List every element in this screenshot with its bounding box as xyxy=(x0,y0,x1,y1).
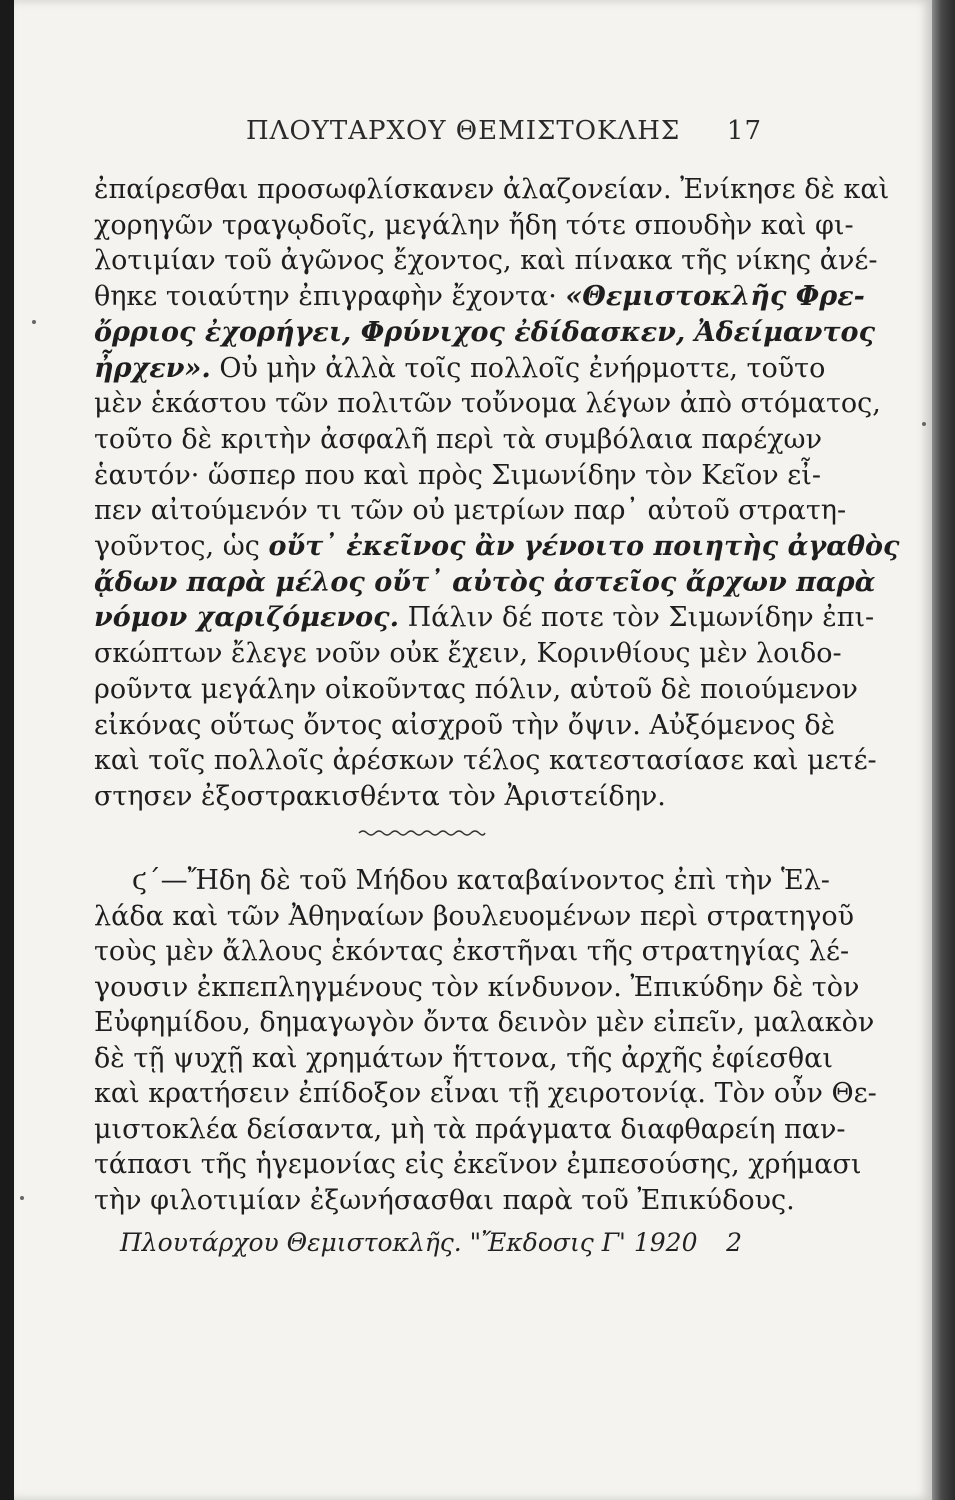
text-line: εἰκόνας οὕτως ὄντος αἰσχροῦ τὴν ὄψιν. Αὐξόμενος δὲ xyxy=(94,709,836,741)
text-line: ἐπαίρεσθαι προσωφλίσκανεν ἀλαζονείαν. Ἐνίκησε δὲ καὶ xyxy=(94,174,890,205)
text-line: λάδα καὶ τῶν Ἀθηναίων βουλευομένων περὶ στρατηγοῦ xyxy=(94,900,854,932)
epigram-text: ἦρχεν». xyxy=(94,352,211,384)
text-line: ἑαυτόν· ὥσπερ που καὶ πρὸς Σιμωνίδην τὸν Κεῖον εἶ- xyxy=(94,459,821,491)
text-segment: Οὐ μὴν ἀλλὰ τοῖς πολλοῖς ἐνήρμοττε, τοῦτο xyxy=(219,352,826,384)
text-line: μὲν ἑκάστου τῶν πολιτῶν τοὔνομα λέγων ἀπὸ στόματος, xyxy=(94,388,881,420)
text-line xyxy=(94,600,875,636)
quote-text: οὔτ᾿ ἐκεῖνος ἂν γένοιτο ποιητὴς ἀγαθὸς xyxy=(268,531,900,563)
signature-mark: 2 xyxy=(726,1228,742,1257)
text-line: τοῦτο δὲ κριτὴν ἀσφαλῆ περὶ τὰ συμβόλαια παρέχων xyxy=(94,423,822,455)
section-paragraph xyxy=(94,863,877,1218)
text-line: πεν αἰτούμενόν τι τῶν οὐ μετρίων παρ᾿ αὐτοῦ στρατη- xyxy=(94,495,847,527)
running-head xyxy=(94,116,762,156)
text-segment: γοῦντος, ὡς xyxy=(94,531,260,563)
epigram-text: «Θεμιστοκλῆς Φρε- xyxy=(565,281,865,313)
section-first-line: ϛ΄—Ἤδη δὲ τοῦ Μήδου καταβαίνοντος ἐπὶ τὴν Ἑλ- xyxy=(132,865,830,896)
text-line xyxy=(94,351,826,387)
page-footer xyxy=(120,1228,742,1264)
quote-text-line: ᾄδων παρὰ μέλος οὔτ᾿ αὐτὸς ἀστεῖος ἄρχων παρὰ xyxy=(94,566,876,598)
text-line: τὴν φιλοτιμίαν ἐξωνήσασθαι παρὰ τοῦ Ἐπικύδους. xyxy=(94,1184,795,1216)
text-line: μιστοκλέα δείσαντα, μὴ τὰ πράγματα διαφθαρείη παν- xyxy=(94,1113,846,1145)
text-segment: Πάλιν δέ ποτε τὸν Σιμωνίδην ἐπι- xyxy=(407,602,875,634)
text-line: χορηγῶν τραγῳδοῖς, μεγάλην ἤδη τότε σπουδὴν καὶ φι- xyxy=(94,209,854,241)
main-paragraph xyxy=(94,172,900,815)
scan-speck xyxy=(32,320,36,324)
text-line: σκώπτων ἔλεγε νοῦν οὐκ ἔχειν, Κορινθίους μὲν λοιδο- xyxy=(94,638,842,670)
running-title: ΠΛΟΥΤΑΡΧΟΥ ΘΕΜΙΣΤΟΚΛΗΣ xyxy=(246,116,681,146)
text-line: καὶ τοῖς πολλοῖς ἀρέσκων τέλος κατεστασίασε καὶ μετέ- xyxy=(94,745,877,777)
text-segment: θηκε τοιαύτην ἐπιγραφὴν ἔχοντα· xyxy=(94,281,557,313)
text-line: καὶ κρατήσειν ἐπίδοξον εἶναι τῇ χειροτονίᾳ. Τὸν οὖν Θε- xyxy=(94,1078,877,1109)
footer-edition-title: Πλουτάρχου Θεμιστοκλῆς. "Ἔκδοσις Γ' 1920 xyxy=(120,1228,698,1257)
scan-speck xyxy=(922,422,926,426)
section-divider-ornament xyxy=(357,826,487,840)
text-line: Εὐφημίδου, δημαγωγὸν ὄντα δεινὸν μὲν εἰπεῖν, μαλακὸν xyxy=(94,1007,875,1038)
epigram-text-line: ὄρριος ἐχορήγει, Φρύνιχος ἐδίδασκεν, Ἀδείμαντος xyxy=(94,316,876,348)
book-page xyxy=(14,0,932,1500)
text-line: στησεν ἐξοστρακισθέντα τὸν Ἀριστείδην. xyxy=(94,780,666,812)
text-line xyxy=(94,279,865,315)
page-number: 17 xyxy=(726,116,762,146)
quote-text: νόμον χαριζόμενος. xyxy=(94,602,399,634)
text-line: τοὺς μὲν ἄλλους ἑκόντας ἐκστῆναι τῆς στρατηγίας λέ- xyxy=(94,936,850,967)
text-line: λοτιμίαν τοῦ ἀγῶνος ἔχοντος, καὶ πίνακα τῆς νίκης ἀνέ- xyxy=(94,245,878,277)
scan-speck xyxy=(20,1196,24,1200)
text-line xyxy=(94,529,900,565)
text-line: τάπασι τῆς ἡγεμονίας εἰς ἐκεῖνον ἐμπεσούσης, χρήμασι xyxy=(94,1149,862,1180)
text-line: γουσιν ἐκπεπληγμένους τὸν κίνδυνον. Ἐπικύδην δὲ τὸν xyxy=(94,971,860,1003)
text-line: ροῦντα μεγάλην οἰκοῦντας πόλιν, αὑτοῦ δὲ ποιούμενον xyxy=(94,673,858,705)
scanner-edge-shadow xyxy=(932,0,955,1500)
text-line: δὲ τῇ ψυχῇ καὶ χρημάτων ἥττονα, τῆς ἀρχῆς ἐφίεσθαι xyxy=(94,1042,833,1074)
